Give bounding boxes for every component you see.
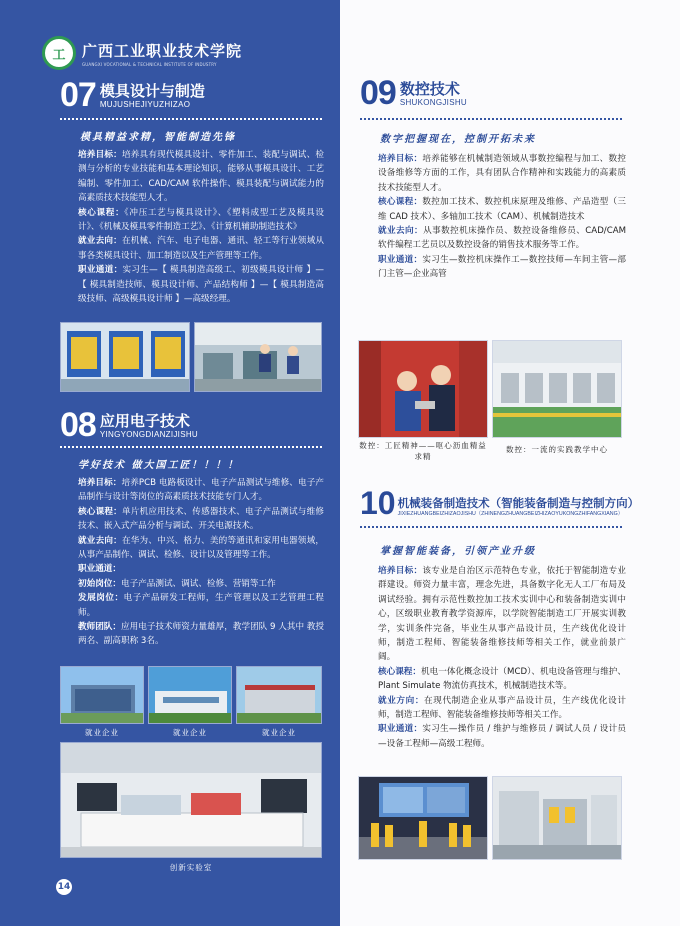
section-10-header	[360, 485, 640, 521]
section-09-divider	[360, 118, 622, 120]
section-08-divider	[60, 446, 322, 448]
label-goal: 培养目标：	[78, 150, 122, 160]
section-07-slogan: 模具精益求精，智能制造先锋	[80, 132, 236, 143]
section-07-goal: 培养具有现代模具设计、零件加工、装配与调试、检测与分析的专业技能和基本理论知识，能够从事模具设计、工艺编制、零件加工、CAD/CAM 软件操作、模具装配与调试能力的高素质技术技能型人才。	[78, 150, 324, 204]
label-career: 职业通道：	[378, 254, 423, 265]
section-10-photo-right	[492, 776, 622, 860]
section-09-title: 数控技术	[399, 80, 460, 98]
section-07-photo-right	[194, 322, 322, 392]
label-job: 就业去向：	[78, 236, 122, 247]
label-job: 就业去向：	[378, 226, 424, 237]
section-09-job: 从事数控机床操作员、数控设备维修员、CAD/CAM 软件编程工艺员以及数控设备的销售技术服务等工作。	[378, 226, 626, 251]
section-09-photo-left	[358, 340, 488, 438]
section-10-body	[360, 564, 626, 751]
right-column	[340, 0, 680, 926]
company-caption-3: 就业企业	[262, 728, 296, 737]
section-09-course: 数控加工技术、数控机床原理及维修、产品造型（三维 CAD 技术）、多轴加工技术（CAM）、机械制造技术	[378, 197, 626, 222]
section-10-goal: 该专业是自治区示范特色专业，依托于智能制造专业群建设。师资力量丰富，理念先进，具备数字化无人工厂布局及调试经验。拥有示范性数控加工技术实训中心和装备制造实训中心，区级职业教育教学资源库，以学院智能制造工厂开展实训教学，实训条件完备，毕业生从事产品设计员，生产线优化设计师，制造工程师、智能装备维修技师等相关工作，就业前景广阔。	[378, 566, 626, 663]
label-team: 教师团队：	[78, 622, 122, 633]
label-job: 就业去向：	[78, 535, 122, 546]
section-09-photo-right	[492, 340, 622, 438]
section-07-career: 实习生—【 模具制造高级工、初级模具设计师 】—【 模具制造技师、模具设计师、产品结构师 】—【 模具制造高级技师、高级模具设计师 】—高级经理。	[78, 265, 324, 305]
label-goal: 培养目标：	[378, 154, 423, 164]
section-09-slogan: 数字把握现在，控制开拓未来	[380, 134, 536, 145]
section-10-job: 在现代制造企业从事产品设计员，生产线优化设计师，制造工程师、智能装备维修技师等相关工作。	[378, 695, 626, 721]
label-goal: 培养目标：	[378, 566, 423, 576]
section-09-caption-left: 数控：工匠精神——呕心沥血精益求精	[359, 441, 487, 461]
section-08-course: 单片机应用技术、传感器技术、电子产品测试与维修技术、嵌入式产品分析与调试、开关电源技术。	[78, 506, 324, 532]
section-10-pinyin: JIXIEZHUANGBEIZHIZAOJISHU（ZHINENGZHUANGBEIZHIZAOYUKONGZHIFANGXIANG）	[397, 511, 624, 517]
section-09-number: 09	[360, 74, 396, 112]
section-08-entry: 电子产品测试、调试、检修、营销等工作	[120, 578, 276, 589]
school-name: 广西工业职业技术学院	[82, 41, 243, 60]
label-course: 核心课程：	[78, 207, 125, 218]
section-08-job: 在华为、中兴、格力、美的等通讯和家用电器领域，从事产品制作、调试、检修、设计以及管理等工作。	[78, 535, 324, 561]
section-07-pinyin: MUJUSHEJIYUZHIZAO	[99, 100, 191, 109]
section-07-job: 在机械、汽车、电子电器、通讯、轻工等行业领域从事各类模具设计、加工制造以及生产管理等工作。	[78, 236, 324, 261]
section-08-dev: 电子产品研发工程师，生产管理以及工艺管理工程师。	[78, 593, 324, 618]
label-course: 核心课程：	[378, 197, 423, 208]
section-09-header	[360, 74, 467, 112]
school-name-en: GUANGXI VOCATIONAL & TECHNICAL INSTITUTE OF INDUSTRY	[82, 61, 217, 67]
company-photo-2	[148, 666, 232, 724]
innovation-lab-caption: 创新实验室	[169, 863, 213, 872]
innovation-lab-photo	[60, 742, 322, 858]
section-10-photo-left	[358, 776, 488, 860]
section-10-career: 实习生—操作员 / 维护与维修员 / 调试人员 / 设计员—设备工程师—高级工程师。	[378, 724, 626, 749]
section-08-pinyin: YINGYONGDIANZIJISHU	[99, 430, 198, 439]
label-career: 职业通道：	[78, 265, 123, 276]
section-09-career: 实习生—数控机床操作工—数控技师—车间主管—部门主管—企业高管	[378, 254, 626, 280]
page-number: 14	[56, 879, 72, 895]
section-08-number: 08	[60, 406, 96, 444]
company-caption-2: 就业企业	[173, 728, 207, 737]
label-job: 就业方向：	[378, 695, 425, 706]
section-09-body	[360, 152, 626, 282]
section-07-title: 模具设计与制造	[99, 82, 205, 100]
section-07-number: 07	[60, 76, 96, 114]
section-08-header	[60, 406, 198, 444]
section-08-body	[60, 476, 324, 649]
section-07-body	[60, 148, 324, 306]
section-09-pinyin: SHUKONGJISHU	[399, 98, 467, 107]
section-09-goal: 培养能够在机械制造领域从事数控编程与加工、数控设备维修等方面的工作，具有团队合作精神和实践能力的高素质技术技能型人才。	[378, 154, 626, 193]
company-photo-1	[60, 666, 144, 724]
section-07-header	[60, 76, 205, 114]
label-entry: 初始岗位：	[78, 578, 121, 589]
section-07-course: 《冲压工艺与模具设计》、《塑料成型工艺及模具设计》、《机械及模具零件制造工艺》、《计算机辅助制造技术》	[78, 207, 324, 233]
section-09-caption-right: 数控：一流的实践教学中心	[506, 445, 608, 454]
section-08-goal: 培养PCB 电路板设计、电子产品测试与维修、电子产品制作与设计等岗位的高素质技术技能专门人才。	[78, 478, 324, 503]
section-08-title: 应用电子技术	[99, 412, 190, 430]
section-10-divider	[360, 526, 622, 528]
label-course: 核心课程：	[78, 506, 122, 517]
section-07-photo-left	[60, 322, 190, 392]
section-10-course: 机电一体化概念设计（MCD）、机电设备管理与维护、Plant Simulate 物流仿真技术，机械制造技术等。	[378, 666, 626, 692]
label-dev: 发展岗位：	[78, 593, 124, 604]
company-photo-3	[236, 666, 322, 724]
section-07-divider	[60, 118, 322, 120]
section-08-slogan: 学好技术 做大国工匠！！！！	[78, 460, 240, 471]
label-course: 核心课程：	[378, 666, 422, 677]
section-10-number: 10	[360, 485, 396, 521]
company-caption-1: 就业企业	[85, 728, 119, 737]
section-08-team: 应用电子技术师资力量雄厚，教学团队 9 人其中 教授两名、副高职称 3名。	[78, 622, 324, 647]
section-10-title: 机械装备制造技术（智能装备制造与控制方向）	[397, 496, 640, 510]
section-10-slogan: 掌握智能装备，引领产业升级	[380, 546, 536, 557]
label-goal: 培养目标：	[78, 478, 122, 488]
label-career: 职业通道：	[78, 564, 121, 575]
school-logo	[42, 36, 242, 70]
school-emblem-icon: 工	[42, 36, 76, 70]
label-career: 职业通道：	[378, 724, 423, 735]
